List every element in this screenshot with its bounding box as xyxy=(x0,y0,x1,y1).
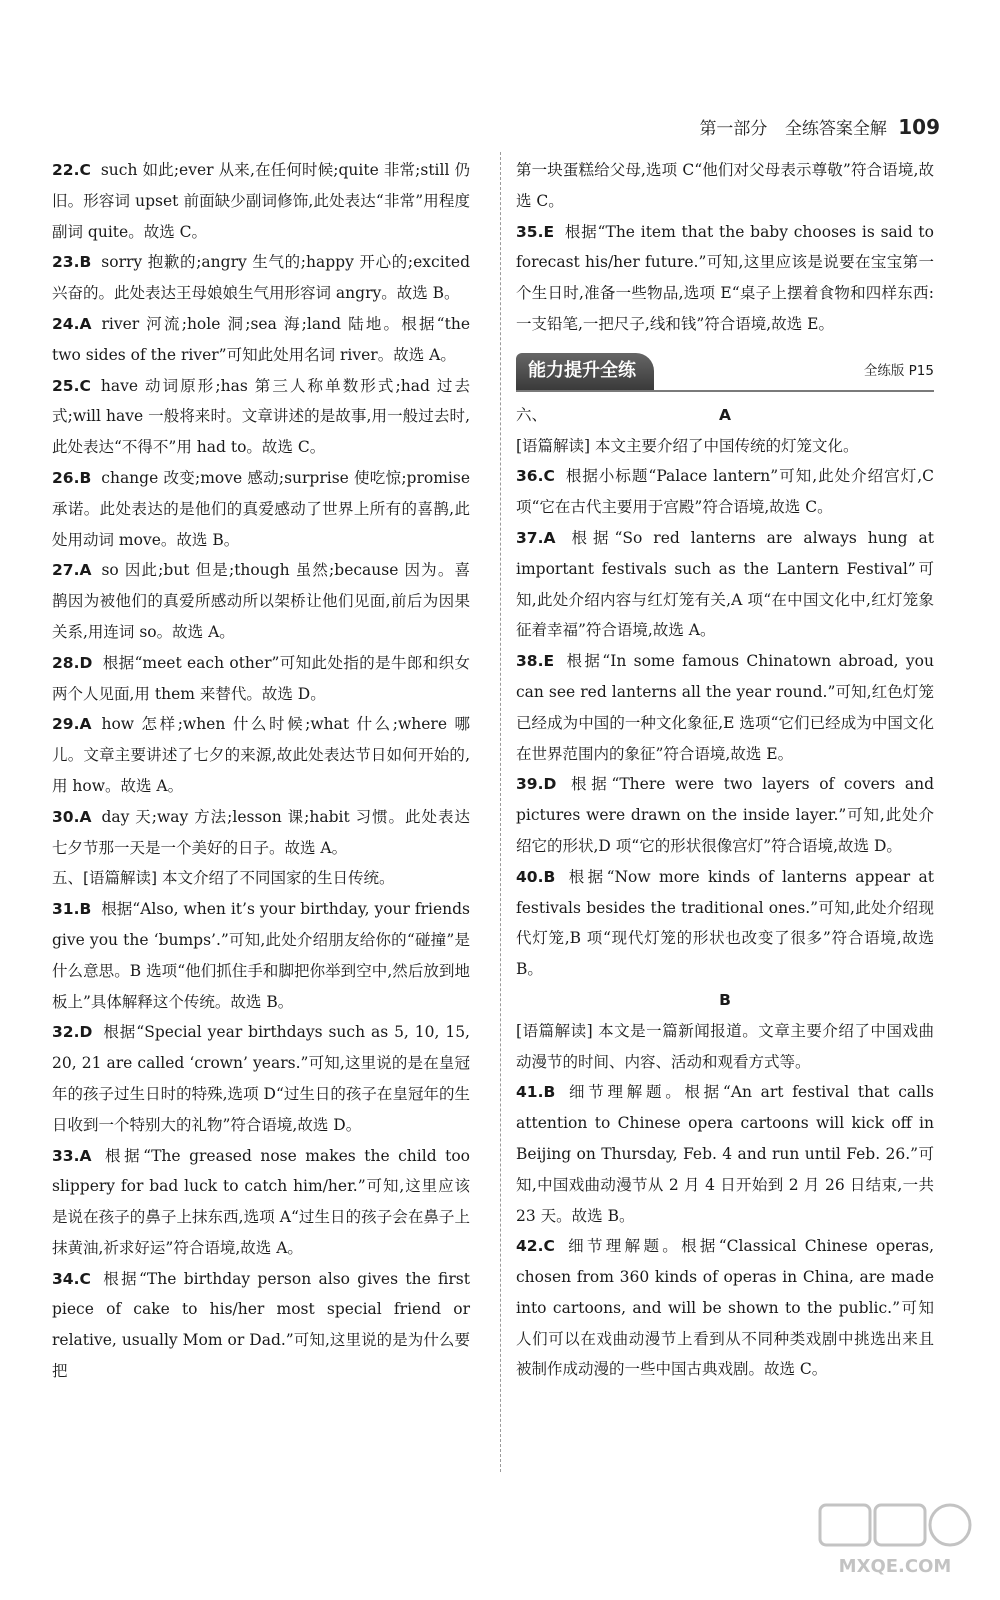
answer-entry xyxy=(516,769,934,861)
answer-number: 40.B xyxy=(516,867,556,886)
answer-text: 根据“meet each other”可知此处指的是牛郎和织女两个人见面,用 them 来替代。故选 D。 xyxy=(52,653,470,703)
answer-text: 根据“In some famous Chinatown abroad, you can see red lanterns all the year round.”可知,红色灯笼已经成为中国的一种文化象征,E 选项“它们已经成为中国文化在世界范围内的象征”符合语境,故选 E。 xyxy=(516,652,934,763)
answer-entry xyxy=(52,802,470,864)
answer-number: 32.D xyxy=(52,1023,93,1042)
answer-entry xyxy=(52,309,470,371)
passage-letter-b: B xyxy=(719,990,731,1009)
right-column xyxy=(516,155,934,1385)
banner-reference: 全练版 P15 xyxy=(863,363,934,380)
answer-text: have 动词原形;has 第三人称单数形式;had 过去式;will have 一般将来时。文章讲述的是故事,用一般过去时,此处表达“不得不”用 had to。故选 C。 xyxy=(52,376,470,457)
answer-number: 38.E xyxy=(516,652,555,671)
answer-entry xyxy=(52,463,470,555)
answer-entry xyxy=(52,555,470,647)
answer-text: such 如此;ever 从来,在任何时候;quite 非常;still 仍旧。形容词 upset 前面缺少副词修饰,此处表达“非常”用程度副词 quite。故选 C。 xyxy=(52,161,470,241)
answer-text: sorry 抱歉的;angry 生气的;happy 开心的;excited 兴奋的。此处表达王母娘娘生气用形容词 angry。故选 B。 xyxy=(52,253,470,303)
answer-number: 27.A xyxy=(52,561,92,580)
page-header xyxy=(699,114,940,139)
answer-entry xyxy=(516,217,934,340)
answer-text: 根据“The greased nose makes the child too slippery for bad luck to catch him/her.”可知,这里应该是说在孩子的鼻子上抹东西,选项 A“过生日的孩子会在鼻子上抹黄油,祈求好运”符合语境,故选 A。 xyxy=(52,1146,470,1257)
answer-entry xyxy=(516,646,934,769)
answer-text: how 怎样;when 什么时候;what 什么;where 哪儿。文章主要讲述了七夕的来源,故此处表达节日如何开始的,用 how。故选 A。 xyxy=(52,715,470,795)
answer-text: river 河流;hole 洞;sea 海;land 陆地。根据“the two sides of the river”可知此处用名词 river。故选 A。 xyxy=(52,314,470,364)
answer-entry xyxy=(516,461,934,523)
header-section: 第一部分 xyxy=(699,119,768,139)
answer-number: 28.D xyxy=(52,653,93,672)
answer-text: 根据“Special year birthdays such as 5, 10, 15, 20, 21 are called ‘crown’ years.”可知,这里说的是在皇冠年的孩子过生日时的特殊,选项 D“过生日的孩子在皇冠年的生日收到一个特别大的礼物”符合语境,故选 D。 xyxy=(52,1023,470,1134)
answer-entry xyxy=(516,1077,934,1231)
answer-number: 39.D xyxy=(516,775,557,794)
answer-entry xyxy=(52,155,470,247)
answer-number: 31.B xyxy=(52,900,92,919)
page-number: 109 xyxy=(898,115,940,139)
answer-entry xyxy=(516,862,934,985)
answer-entry xyxy=(52,1141,470,1264)
answer-number: 24.A xyxy=(52,314,92,333)
answer-number: 22.C xyxy=(52,161,91,179)
reading-summary-b: [语篇解读] 本文是一篇新闻报道。文章主要介绍了中国戏曲动漫节的时间、内容、活动和观看方式等。 xyxy=(516,1021,934,1071)
section-six-label: 六、 xyxy=(516,405,548,424)
answer-entry xyxy=(52,894,470,1017)
answer-number: 35.E xyxy=(516,222,555,241)
answer-text: so 因此;but 但是;though 虽然;because 因为。喜鹊因为被他们的真爱所感动所以架桥让他们见面,前后为因果关系,用连词 so。故选 A。 xyxy=(52,561,470,641)
answer-number: 25.C xyxy=(52,376,91,395)
answer-text: 根据“The birthday person also gives the first piece of cake to his/her most special friend or relative, usually Mom or Dad.”可知,这里说的是为什么要把 xyxy=(52,1269,470,1381)
answer-entry xyxy=(52,1264,470,1387)
answer-entry xyxy=(52,247,470,309)
answer-number: 30.A xyxy=(52,807,92,826)
answer-entry xyxy=(516,523,934,646)
continued-text: 第一块蛋糕给父母,选项 C“他们对父母表示尊敬”符合语境,故选 C。 xyxy=(516,161,934,210)
answer-text: 根据小标题“Palace lantern”可知,此处介绍宫灯,C 项“它在古代主要用于宫殿”符合语境,故选 C。 xyxy=(516,467,934,517)
reading-summary-a: [语篇解读] 本文主要介绍了中国传统的灯笼文化。 xyxy=(516,436,859,455)
passage-letter-a: A xyxy=(719,405,731,424)
answer-number: 26.B xyxy=(52,468,92,487)
left-column xyxy=(52,155,470,1387)
answer-number: 33.A xyxy=(52,1146,92,1165)
answer-text: 细节理解题。根据“An art festival that calls attention to Chinese opera cartoons will kick off in Beijing on Thursday, Feb. 4 and run until Feb. 26.”可知,中国戏曲动漫节从 2 月 4 日开始到 2 月 26 日结束,一共 23 天。故选 B。 xyxy=(516,1083,934,1225)
answer-text: 根据“The item that the baby chooses is said to forecast his/her future.”可知,这里应该是说要在宝宝第一个生日时,准备一些物品,选项 E“桌子上摆着食物和四样东西:一支铅笔,一把尺子,线和钱”符合语境,故选 E。 xyxy=(516,222,934,333)
answer-text: change 改变;move 感动;surprise 使吃惊;promise 承诺。此处表达的是他们的真爱感动了世界上所有的喜鹊,此处用动词 move。故选 B。 xyxy=(52,468,470,549)
answer-text: day 天;way 方法;lesson 课;habit 习惯。此处表达七夕节那一天是一个美好的日子。故选 A。 xyxy=(52,807,470,857)
answer-entry xyxy=(516,1231,934,1385)
answer-text: 根据“Now more kinds of lanterns appear at festivals besides the traditional ones.”可知,此处介绍现代灯笼,B 项“现代灯笼的形状也改变了很多”符合语境,故选 B。 xyxy=(516,867,934,979)
answer-entry xyxy=(52,648,470,710)
answer-number: 29.A xyxy=(52,715,92,734)
answer-number: 36.C xyxy=(516,467,555,486)
answer-text: 细节理解题。根据“Classical Chinese operas, chosen from 360 kinds of operas in China, are made into cartoons, and will be shown to the public.”可知人们可以在戏曲动漫节上看到从不同种类戏剧中挑选出来且被制作成动漫的一些中国古典戏剧。故选 C。 xyxy=(516,1237,934,1379)
answer-text: 根据“There were two layers of covers and pictures were drawn on the inside layer.”可知,此处介绍它的形状,D 项“它的形状很像宫灯”符合语境,故选 D。 xyxy=(516,775,934,855)
answer-entry xyxy=(52,371,470,463)
answer-text: 根据“So red lanterns are always hung at important festivals such as the Lantern Festival”可知,此处介绍内容与红灯笼有关,A 项“在中国文化中,红灯笼象征着幸福”符合语境,故选 A。 xyxy=(516,528,934,640)
section-five-text: 五、[语篇解读] 本文介绍了不同国家的生日传统。 xyxy=(52,869,395,888)
answer-number: 37.A xyxy=(516,528,556,547)
answer-number: 42.C xyxy=(516,1237,555,1256)
answer-entry xyxy=(52,709,470,801)
watermark-logo-icon xyxy=(810,1500,980,1580)
answer-number: 41.B xyxy=(516,1083,556,1102)
section-five-intro xyxy=(52,863,470,894)
banner-title: 能力提升全练 xyxy=(516,353,654,390)
section-banner xyxy=(516,352,934,392)
answer-text: 根据“Also, when it’s your birthday, your friends give you the ‘bumps’.”可知,此处介绍朋友给你的“碰撞”是什么意思。B 选项“他们抓住手和脚把你举到空中,然后放到地板上”具体解释这个传统。故选 B。 xyxy=(52,900,470,1011)
watermark-text: MXQE.COM xyxy=(838,1556,952,1577)
answer-number: 34.C xyxy=(52,1269,91,1288)
answer-number: 23.B xyxy=(52,253,92,272)
column-divider xyxy=(500,152,501,1472)
header-title: 全练答案全解 xyxy=(784,119,887,139)
answer-entry xyxy=(52,1017,470,1140)
